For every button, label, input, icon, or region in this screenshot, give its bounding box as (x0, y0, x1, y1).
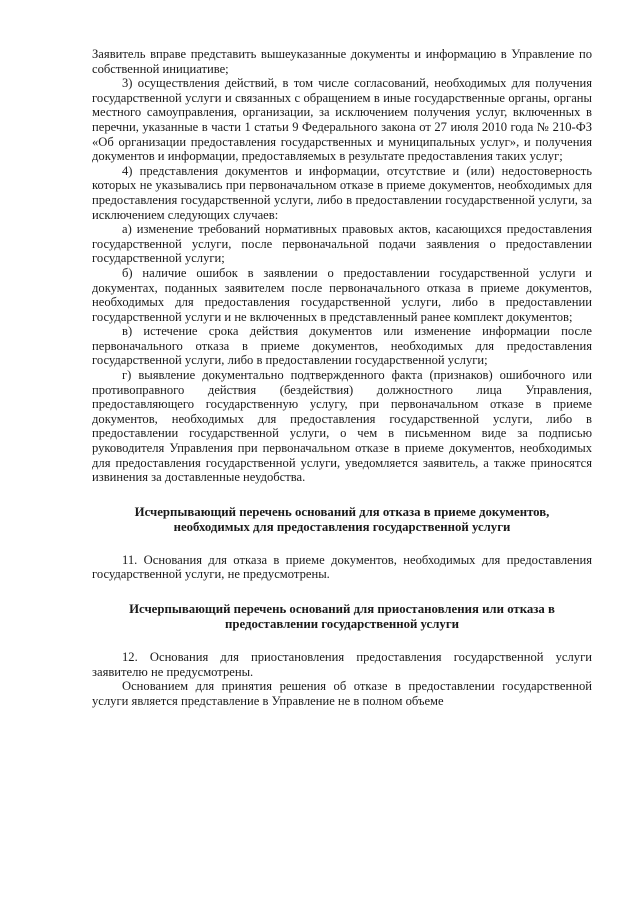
paragraph-subitem-a: а) изменение требований нормативных правовых актов, касающихся предоставления государственной услуги, после первоначальной подачи заявления о предоставлении государственной услуги; (92, 222, 592, 266)
section-heading-suspension-refusal: Исчерпывающий перечень оснований для приостановления или отказа в предоставлении государственной услуги (129, 602, 555, 631)
spacer (92, 632, 592, 650)
paragraph-subitem-g: г) выявление документально подтвержденного факта (признаков) ошибочного или противоправного действия (бездействия) должностного лица Управления, предоставляющего государственную услугу, при первоначальном отказе в приеме документов, необходимых для предоставления государственной услуги, либо в предоставлении государственной услуги, о чем в письменном виде за подписью руководителя Управления при первоначальном отказе в приеме документов, необходимых для предоставления государственной услуги, уведомляется заявитель, а также приносятся извинения за доставленные неудобства. (92, 368, 592, 485)
paragraph-item-4: 4) представления документов и информации, отсутствие и (или) недостоверность которых не указывались при первоначальном отказе в приеме документов, необходимых для предоставления государственной услуги, либо в предоставлении государственной услуги, за исключением следующих случаев: (92, 163, 592, 222)
paragraph-item-3: 3) осуществления действий, в том числе согласований, необходимых для получения государственной услуги и связанных с обращением в иные государственные органы, органы местного самоуправления, организации, за исключением получения услуг, включенных в перечни, указанные в части 1 статьи 9 Федерального закона от 27 июля 2010 года № 210-ФЗ «Об организации предоставления государственных и муниципальных услуг», и получения документов и информации, предоставляемых в результате предоставления таких услуг; (92, 76, 592, 164)
paragraph-12: 12. Основания для приостановления предоставления государственной услуги заявителю не предусмотрены. (92, 650, 592, 679)
document-body (92, 47, 592, 708)
paragraph-applicant-right: Заявитель вправе представить вышеуказанные документы и информацию в Управление по собственной инициативе; (92, 47, 592, 76)
section-heading-refusal-acceptance: Исчерпывающий перечень оснований для отказа в приеме документов, необходимых для предоставления государственной услуги (134, 504, 550, 534)
paragraph-subitem-v: в) истечение срока действия документов или изменение информации после первоначального отказа в приеме документов, необходимых для предоставления государственной услуги, либо в предоставлении государственной услуги; (92, 324, 592, 368)
spacer (92, 485, 592, 505)
spacer (92, 582, 592, 602)
paragraph-11: 11. Основания для отказа в приеме документов, необходимых для предоставления государственной услуги, не предусмотрены. (92, 552, 592, 582)
spacer (92, 535, 592, 553)
paragraph-subitem-b: б) наличие ошибок в заявлении о предоставлении государственной услуги и документах, поданных заявителем после первоначального отказа в приеме документов, необходимых для предоставления государственной услуги, либо в предоставлении государственной услуги и не включенных в представленный ранее комплект документов; (92, 265, 592, 324)
paragraph-refusal-basis: Основанием для принятия решения об отказе в предоставлении государственной услуги является представление в Управление не в полном объеме (92, 679, 592, 708)
